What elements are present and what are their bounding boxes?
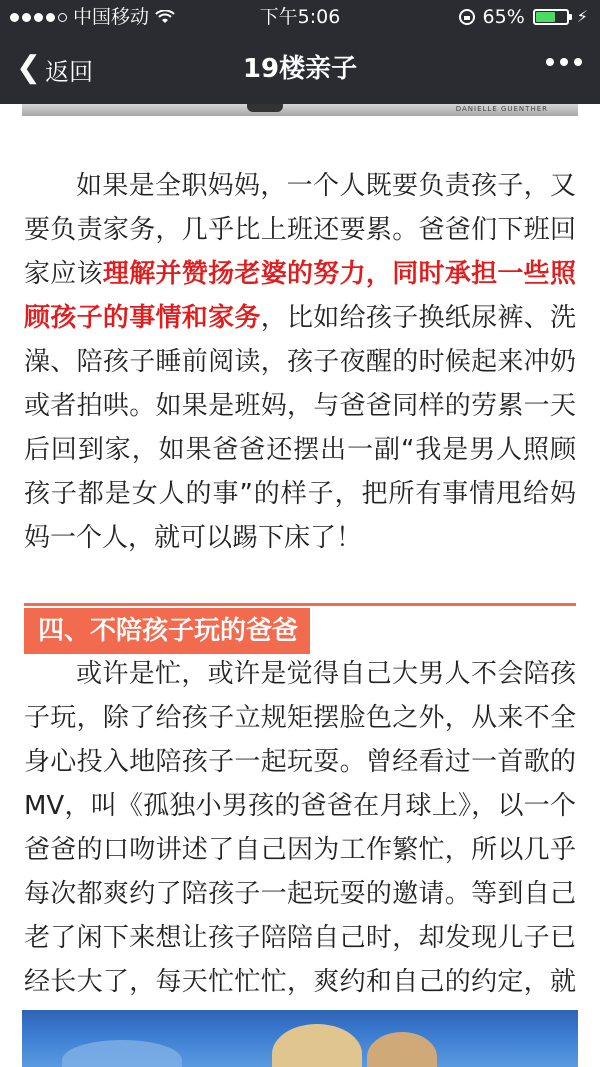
status-bar	[0, 0, 600, 34]
top-bar	[0, 0, 600, 104]
image-caption: DANIELLE GUENTHER	[455, 105, 548, 113]
image-shape	[62, 1040, 182, 1067]
more-dot-icon	[574, 58, 582, 66]
status-right	[459, 0, 588, 34]
section-title: 四、不陪孩子玩的爸爸	[24, 608, 310, 654]
paragraph-2: 或许是忙，或许是觉得自己大男人不会陪孩子玩，除了给孩子立规矩摆脸色之外，从来不全身心投入地陪孩子一起玩耍。曾经看过一首歌的MV，叫《孤独小男孩的爸爸在月球上》，以一个爸爸的口吻讲述了自己因为工作繁忙，所以几乎每次都爽约了陪孩子一起玩耍的邀请。等到自己老了闲下来想让孩子陪陪自己时，却发现儿子已经长大了，每天忙忙忙，爽约和自己的约定，就	[24, 659, 576, 997]
signal-strength-icon	[10, 13, 67, 22]
section-header	[24, 603, 576, 655]
back-label: 返回	[45, 57, 94, 86]
paragraph-1	[24, 164, 576, 560]
article-body-1	[24, 164, 576, 560]
charging-bolt-icon: ⚡	[576, 7, 588, 26]
back-button[interactable]	[16, 34, 93, 104]
more-dot-icon	[546, 58, 554, 66]
status-time: 下午5:06	[259, 6, 341, 28]
more-dot-icon	[560, 58, 568, 66]
battery-percent: 65%	[482, 6, 525, 28]
image-shape	[367, 1032, 437, 1067]
page-title: 19楼亲子	[242, 54, 358, 84]
more-options-button[interactable]	[546, 58, 582, 66]
image-shape	[272, 1024, 362, 1067]
chevron-left-icon: ❮	[16, 50, 42, 85]
image-car-shape	[247, 104, 283, 112]
paragraph-1-text-end: ，比如给孩子换纸尿裤、洗澡、陪孩子睡前阅读，孩子夜醒的时候起来冲奶或者拍哄。如果是班妈，与爸爸同样的劳累一天后回到家，如果爸爸还摆出一副“我是男人照顾孩子都是女人的事”的样子，把所有事情甩给妈妈一个人，就可以踢下床了！	[24, 303, 576, 553]
section-divider	[24, 603, 576, 606]
carrier-label: 中国移动	[73, 6, 150, 28]
orientation-lock-icon	[459, 9, 475, 25]
article-body-2	[24, 652, 576, 1048]
article-image-bottom	[22, 1010, 578, 1067]
nav-bar	[0, 34, 600, 104]
status-left	[10, 0, 175, 34]
paragraph-1-text: 如果是全职妈妈，一个人既要负责孩子，又要负责家务，几乎比上班还要累。爸爸们下班回家应该	[24, 171, 576, 289]
wifi-icon	[155, 10, 175, 24]
paragraph-1-highlight: 理解并赞扬老婆的努力，同时承担一些照顾孩子的事情和家务	[24, 259, 576, 333]
battery-icon	[533, 9, 569, 25]
article-image-top	[22, 104, 578, 116]
